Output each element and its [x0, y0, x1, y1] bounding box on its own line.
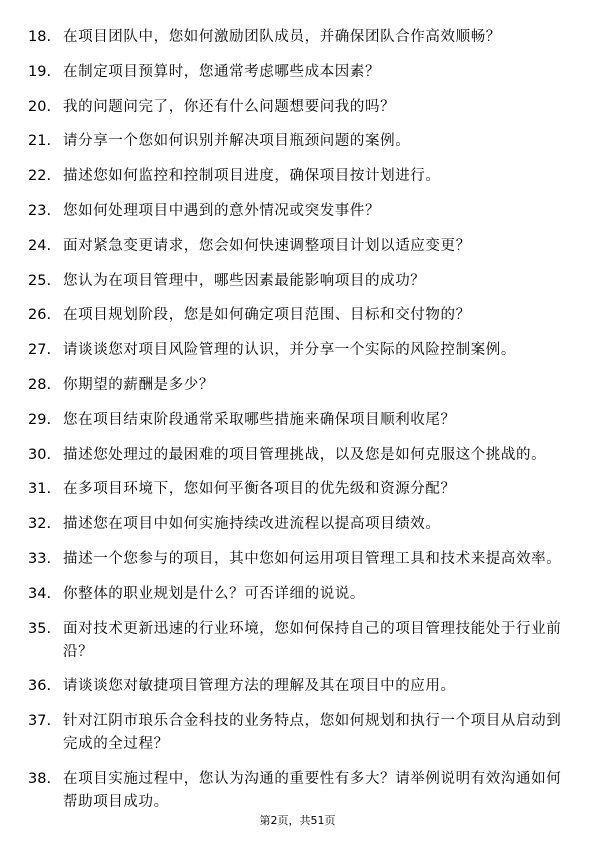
- question-item-26: [0, 304, 595, 327]
- question-item-28: [0, 374, 595, 397]
- question-list: [0, 26, 595, 826]
- question-number: 19.: [28, 63, 52, 80]
- question-number: 25.: [28, 272, 52, 289]
- question-item-25: [0, 270, 595, 293]
- question-number: 32.: [28, 516, 52, 533]
- question-item-22: [0, 165, 595, 188]
- question-item-27: [0, 339, 595, 362]
- question-number: 34.: [28, 585, 52, 602]
- question-item-36: [0, 675, 595, 698]
- question-text: 您在项目结束阶段通常采取哪些措施来确保项目顺利收尾？: [63, 411, 456, 428]
- question-text: 你整体的职业规划是什么？可否详细的说说。: [63, 585, 365, 602]
- question-number: 26.: [28, 307, 52, 324]
- question-text: 请谈谈您对项目风险管理的认识，并分享一个实际的风险控制案例。: [63, 342, 516, 359]
- question-text: 描述一个您参与的项目，其中您如何运用项目管理工具和技术来提高效率。: [63, 550, 562, 567]
- question-item-38: [0, 768, 595, 814]
- question-number: 24.: [28, 237, 52, 254]
- question-number: 36.: [28, 678, 52, 695]
- question-number: 21.: [28, 133, 52, 150]
- question-number: 35.: [28, 620, 52, 637]
- question-item-37: [0, 710, 595, 756]
- question-text: 面对紧急变更请求，您会如何快速调整项目计划以适应变更？: [63, 237, 471, 254]
- question-text: 在项目规划阶段，您是如何确定项目范围、目标和交付物的？: [63, 307, 471, 324]
- question-number: 18.: [28, 29, 52, 45]
- question-text: 在制定项目预算时，您通常考虑哪些成本因素？: [63, 63, 381, 80]
- question-number: 31.: [28, 481, 52, 498]
- question-item-21: [0, 130, 595, 153]
- question-text: 我的问题问完了，你还有什么问题想要问我的吗？: [63, 98, 396, 115]
- question-item-33: [0, 548, 595, 571]
- question-text: 请谈谈您对敏捷项目管理方法的理解及其在项目中的应用。: [63, 678, 456, 695]
- question-item-31: [0, 478, 595, 501]
- question-item-30: [0, 444, 595, 467]
- question-number: 33.: [28, 550, 52, 567]
- question-number: 29.: [28, 411, 52, 428]
- question-item-20: [0, 96, 595, 119]
- question-text: 描述您处理过的最困难的项目管理挑战，以及您是如何克服这个挑战的。: [63, 446, 547, 463]
- question-text: 请分享一个您如何识别并解决项目瓶颈问题的案例。: [63, 133, 411, 150]
- question-number: 23.: [28, 202, 52, 219]
- question-item-24: [0, 235, 595, 258]
- question-text: 在多项目环境下，您如何平衡各项目的优先级和资源分配？: [63, 481, 456, 498]
- question-item-34: [0, 583, 595, 606]
- question-number: 37.: [28, 713, 52, 730]
- page-footer: [0, 814, 595, 828]
- question-text: 描述您如何监控和控制项目进度，确保项目按计划进行。: [63, 168, 441, 185]
- question-item-18: [0, 26, 595, 49]
- question-text: 在项目团队中，您如何激励团队成员，并确保团队合作高效顺畅？: [63, 29, 501, 45]
- question-text: 您如何处理项目中遇到的意外情况或突发事件？: [63, 202, 381, 219]
- question-item-32: [0, 513, 595, 536]
- question-number: 38.: [28, 770, 52, 787]
- question-item-23: [0, 200, 595, 223]
- question-number: 27.: [28, 342, 52, 359]
- question-number: 22.: [28, 168, 52, 185]
- question-text: 在项目实施过程中，您认为沟通的重要性有多大？请举例说明有效沟通如何帮助项目成功。: [63, 770, 562, 810]
- page-number-label: 第2页，共51页: [259, 814, 336, 827]
- question-text: 针对江阴市琅乐合金科技的业务特点，您如何规划和执行一个项目从启动到完成的全过程？: [63, 713, 562, 753]
- question-item-29: [0, 409, 595, 432]
- question-text: 面对技术更新迅速的行业环境，您如何保持自己的项目管理技能处于行业前沿？: [63, 620, 562, 660]
- question-text: 描述您在项目中如何实施持续改进流程以提高项目绩效。: [63, 516, 441, 533]
- question-number: 28.: [28, 376, 52, 393]
- question-text: 你期望的薪酬是多少？: [63, 376, 214, 393]
- question-item-35: [0, 618, 595, 664]
- question-text: 您认为在项目管理中，哪些因素最能影响项目的成功？: [63, 272, 426, 289]
- question-number: 30.: [28, 446, 52, 463]
- question-number: 20.: [28, 98, 52, 115]
- question-item-19: [0, 61, 595, 84]
